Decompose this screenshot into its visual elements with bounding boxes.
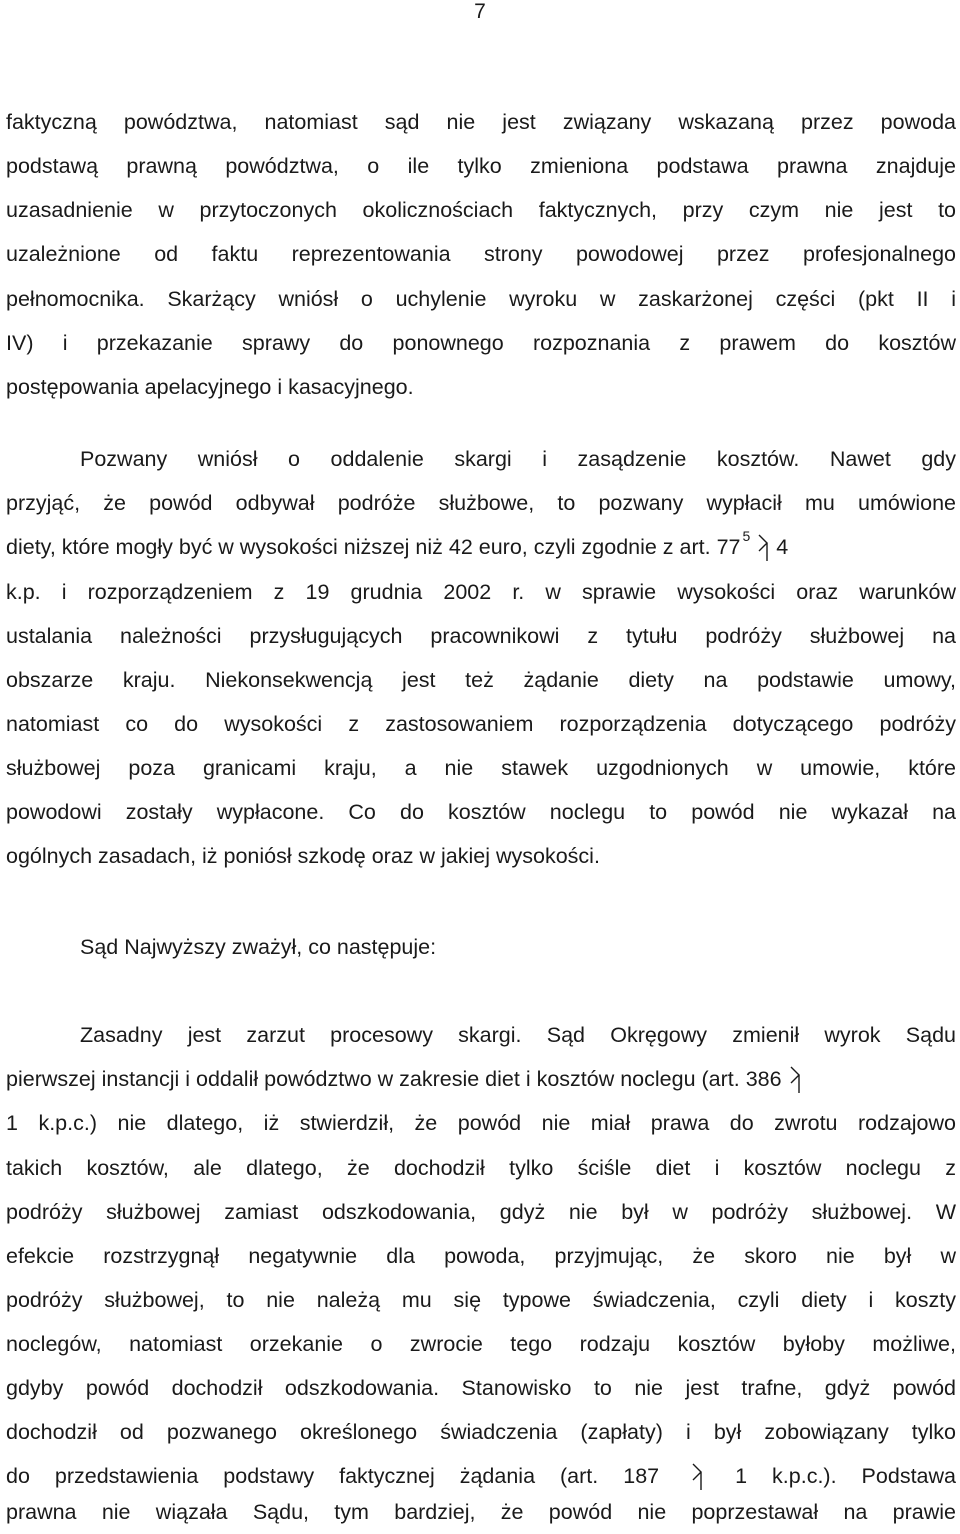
text-line: dochodził od pozwanego określonego świadczenia (zapłaty) i był zobowiązany tylko xyxy=(6,1420,956,1444)
text-line: takich kosztów, ale dlatego, że dochodził tylko ściśle diet i kosztów noclegu z xyxy=(6,1156,956,1180)
text-line: natomiast co do wysokości z zastosowaniem rozporządzenia dotyczącego podróży xyxy=(6,712,956,736)
page-number: 7 xyxy=(474,0,486,23)
text-line: obszarze kraju. Niekonsekwencją jest też żądanie diety na podstawie umowy, xyxy=(6,668,956,692)
section-heading: Sąd Najwyższy zważył, co następuje: xyxy=(80,935,437,959)
superscript: 5 xyxy=(742,528,751,544)
text-line: k.p. i rozporządzeniem z 19 grudnia 2002 r. w sprawie wysokości oraz warunków xyxy=(6,580,956,604)
line-text: diety, które mogły być w wysokości niższej niż 42 euro, czyli zgodnie z art. 77 xyxy=(6,535,741,559)
text-line: Pozwany wniósł o oddalenie skargi i zasądzenie kosztów. Nawet gdy xyxy=(80,447,956,471)
text-line: ogólnych zasadach, iż poniósł szkodę oraz w jakiej wysokości. xyxy=(6,844,600,868)
text-line: faktyczną powództwa, natomiast sąd nie jest związany wskazaną przez powoda xyxy=(6,110,956,134)
text-line: uzależnione od faktu reprezentowania strony powodowej przez profesjonalnego xyxy=(6,242,956,266)
text-line: prawna nie wiązała Sądu, tym bardziej, że powód nie poprzestawał na prawie xyxy=(6,1500,956,1524)
line-text: 1 k.p.c.). Podstawa xyxy=(735,1464,956,1488)
text-line: ustalania należności przysługujących pracownikowi z tytułu podróży służbowej na xyxy=(6,624,956,648)
text-line: IV) i przekazanie sprawy do ponownego rozpoznania z prawem do kosztów xyxy=(6,331,956,355)
text-line: postępowania apelacyjnego i kasacyjnego. xyxy=(6,375,414,399)
text-line: służbowej poza granicami kraju, a nie stawek uzgodnionych w umowie, które xyxy=(6,756,956,780)
text-line: uzasadnienie w przytoczonych okolicznościach faktycznych, przy czym nie jest to xyxy=(6,198,956,222)
line-text: 4 xyxy=(776,535,789,559)
text-line-with-paragraph-sign xyxy=(6,525,956,569)
text-line-with-paragraph-sign xyxy=(6,1057,956,1101)
text-line: pełnomocnika. Skarżący wniósł o uchylenie wyroku w zaskarżonej części (pkt II i xyxy=(6,287,956,311)
text-line: powodowi zostały wypłacone. Co do kosztów noclegu to powód nie wykazał na xyxy=(6,800,956,824)
text-line: noclegów, natomiast orzekanie o zwrocie tego rodzaju kosztów byłoby możliwe, xyxy=(6,1332,956,1356)
text-line: 1 k.p.c.) nie dlatego, iż stwierdził, że powód nie miał prawa do zwrotu rodzajowo xyxy=(6,1111,956,1135)
text-line: efekcie rozstrzygnął negatywnie dla powoda, przyjmując, że skoro nie był w xyxy=(6,1244,956,1268)
line-text: pierwszej instancji i oddalił powództwo w zakresie diet i kosztów noclegu (art. 386 xyxy=(6,1067,782,1091)
text-line: podróży służbowej, to nie należą mu się typowe świadczenia, czyli diety i koszty xyxy=(6,1288,956,1312)
line-text: do przedstawienia podstawy faktycznej żądania (art. 187 xyxy=(6,1464,660,1488)
text-line: podstawą prawną powództwa, o ile tylko zmieniona podstawa prawna znajduje xyxy=(6,154,956,178)
paragraph-sign-icon xyxy=(756,533,770,563)
text-line: podróży służbowej zamiast odszkodowania, gdyż nie był w podróży służbowej. W xyxy=(6,1200,956,1224)
text-line: przyjąć, że powód odbywał podróże służbowe, to pozwany wypłacił mu umówione xyxy=(6,491,956,515)
paragraph-sign-icon xyxy=(788,1065,802,1095)
text-line: Zasadny jest zarzut procesowy skargi. Sąd Okręgowy zmienił wyrok Sądu xyxy=(80,1023,956,1047)
paragraph-sign-icon xyxy=(690,1462,704,1492)
text-line: gdyby powód dochodził odszkodowania. Stanowisko to nie jest trafne, gdyż powód xyxy=(6,1376,956,1400)
